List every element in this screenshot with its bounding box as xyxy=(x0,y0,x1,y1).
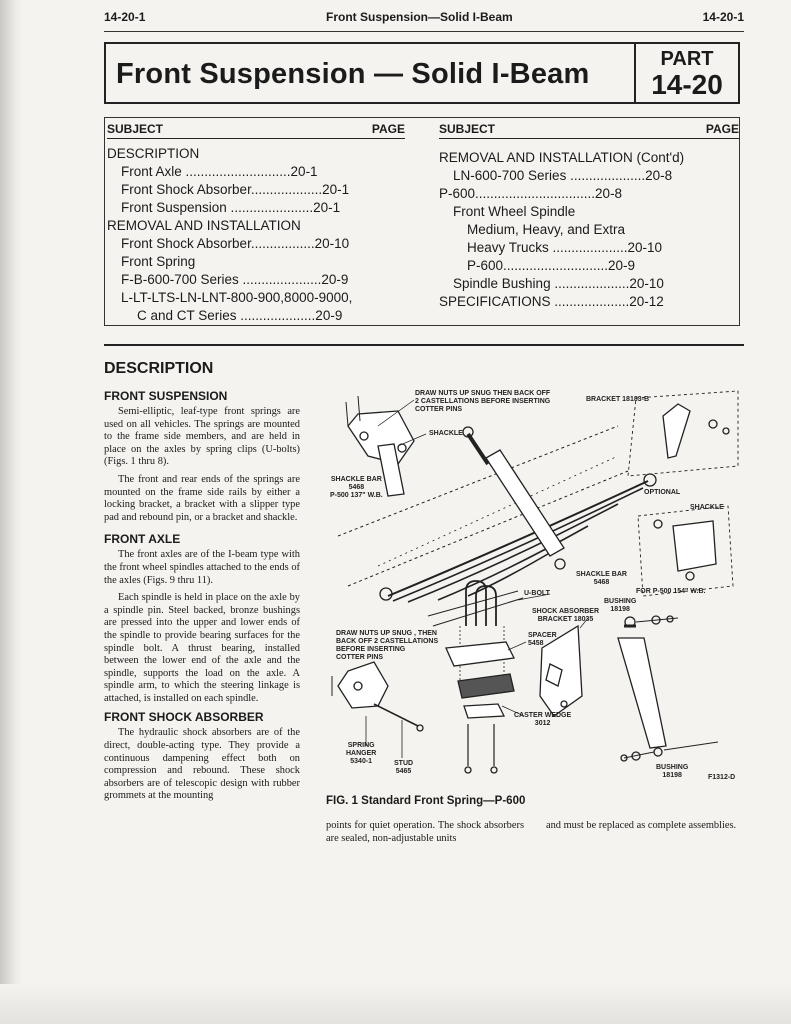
page-title: Front Suspension — Solid I-Beam xyxy=(116,58,590,90)
paragraph: The hydraulic shock absorbers are of the direct, double-acting type. They provide a continuous dampening effect both on compression and rebound. These shock absorbers are of telescopic design with rubber grommets at the mounting xyxy=(104,727,300,802)
toc-entry: Medium, Heavy, and Extra xyxy=(467,222,626,237)
toc-subject-label: SUBJECT xyxy=(439,122,496,136)
paragraph: Semi-elliptic, leaf-type front springs are used on all vehicles. The springs are mounted to the frame side members, and are held in place on the axles by spring clips (U-bolts) (Figs. 1 thru 8). xyxy=(104,406,300,468)
toc-entry: Spindle Bushing ....................20-10 xyxy=(453,276,664,291)
paragraph: The front and rear ends of the springs are mounted on the frame side rails by either a locking bracket, a bracket with a slipper type pad and rebound pin, or a bracket and shackle. xyxy=(104,473,300,523)
callout-draw-nuts-top: DRAW NUTS UP SNUG THEN BACK OFF 2 CASTELLATIONS BEFORE INSERTING COTTER PINS xyxy=(415,390,551,413)
toc-page-label: PAGE xyxy=(705,122,739,136)
toc-entry: Front Spring xyxy=(121,254,196,269)
toc-entry: Heavy Trucks ....................20-10 xyxy=(467,240,663,255)
callout-bracket: BRACKET 18183-B xyxy=(586,396,650,403)
toc-left-column xyxy=(107,122,405,325)
toc-subject-label: SUBJECT xyxy=(107,122,164,136)
callout-u-bolt: U-BOLT xyxy=(524,590,550,597)
running-head-title: Front Suspension—Solid I-Beam xyxy=(326,10,513,24)
callout-spacer: SPACER 5458 xyxy=(528,632,557,647)
page-number-right: 14-20-1 xyxy=(702,10,744,24)
callout-for-p500: FOR P-500 154" W.B. xyxy=(636,588,706,595)
callout-bushing-bottom: BUSHING 18198 xyxy=(656,764,689,779)
part-box xyxy=(634,42,740,104)
toc-entry: Front Shock Absorber...................20-1 xyxy=(121,182,350,197)
continuation-text-column-1: points for quiet operation. The shock absorbers are sealed, non-adjustable units xyxy=(326,820,524,844)
page-number-left: 14-20-1 xyxy=(104,10,146,24)
continuation-text-column-2: and must be replaced as complete assemblies. xyxy=(546,820,737,831)
description-heading: DESCRIPTION xyxy=(104,360,214,377)
figure-caption: FIG. 1 Standard Front Spring—P-600 xyxy=(326,795,526,807)
toc-entry: LN-600-700 Series ....................20-8 xyxy=(453,168,673,183)
paragraph: The front axles are of the I-beam type with the front wheel spindles attached to the ends of the axles (Figs. 9 thru 11). xyxy=(104,549,300,586)
toc-right-header xyxy=(439,122,739,139)
callout-shock-absorber-bracket: SHOCK ABSORBER BRACKET 18035 xyxy=(532,608,600,623)
toc-entry: F-B-600-700 Series .....................20-9 xyxy=(121,272,349,287)
toc-entry: REMOVAL AND INSTALLATION (Cont'd) xyxy=(439,150,685,165)
callout-shackle-bar-left: SHACKLE BAR 5468 P-500 137" W.B. xyxy=(330,476,383,499)
callout-caster-wedge: CASTER WEDGE 3012 xyxy=(514,712,572,727)
callout-draw-nuts-mid: DRAW NUTS UP SNUG , THEN BACK OFF 2 CASTELLATIONS BEFORE INSERTING COTTER PINS xyxy=(336,630,439,661)
callout-shackle-top: SHACKLE xyxy=(429,430,463,437)
section-heading-front-suspension: FRONT SUSPENSION xyxy=(104,389,228,403)
toc-entry: L-LT-LTS-LN-LNT-800-900,8000-9000, xyxy=(121,290,353,305)
toc-right-column xyxy=(439,122,739,311)
callout-spring-hanger: SPRING HANGER 5340-1 xyxy=(346,742,377,765)
section-heading-front-shock-absorber: FRONT SHOCK ABSORBER xyxy=(104,710,264,725)
toc-entry: Front Wheel Spindle xyxy=(453,204,576,219)
page-binding-shadow xyxy=(0,0,22,1024)
toc-left-header xyxy=(107,122,405,139)
part-label: PART xyxy=(660,48,714,70)
callout-stud: STUD 5465 xyxy=(394,760,414,775)
callout-optional: OPTIONAL xyxy=(644,489,681,496)
toc-entry: REMOVAL AND INSTALLATION xyxy=(107,218,301,233)
table-of-contents xyxy=(104,117,740,326)
toc-entry: P-600............................20-9 xyxy=(467,258,636,273)
callout-shackle-bar-right: SHACKLE BAR 5468 xyxy=(576,571,627,586)
page-bottom-shadow xyxy=(0,984,791,1024)
part-number: 14-20 xyxy=(651,69,723,100)
section-rule xyxy=(104,344,744,346)
toc-page-label: PAGE xyxy=(371,122,405,136)
figure-front-spring-diagram xyxy=(318,386,744,790)
toc-entry: Front Axle ............................20-1 xyxy=(121,164,318,179)
toc-entry: Front Shock Absorber.................20-10 xyxy=(121,236,350,251)
header-rule xyxy=(104,31,744,32)
toc-entry: SPECIFICATIONS ....................20-12 xyxy=(439,294,664,309)
toc-entry: DESCRIPTION xyxy=(107,146,200,161)
title-box xyxy=(104,42,740,104)
toc-entry: P-600................................20-8 xyxy=(439,186,623,201)
running-head xyxy=(104,8,744,28)
callout-bushing-top: BUSHING 18198 xyxy=(604,598,637,613)
callout-shackle-right: SHACKLE xyxy=(690,504,724,511)
figure-code: F1312-D xyxy=(708,774,736,781)
toc-entry: Front Suspension ......................20-1 xyxy=(121,200,341,215)
description-text-column xyxy=(104,386,300,808)
paragraph: Each spindle is held in place on the axle by a spindle pin. Steel backed, bronze bushings are pressed into the upper and lower ends of the spindle to provide bearing surfaces for the spindle bolt. A thrust bearing, installed between the lower end of the axle and the spindle, supports the load on the axle. A spindle arm, to which the steering linkage is attached, is installed on each spindle. xyxy=(104,592,300,704)
toc-entry: C and CT Series ....................20-9 xyxy=(137,308,343,323)
section-heading-front-axle: FRONT AXLE xyxy=(104,532,181,547)
